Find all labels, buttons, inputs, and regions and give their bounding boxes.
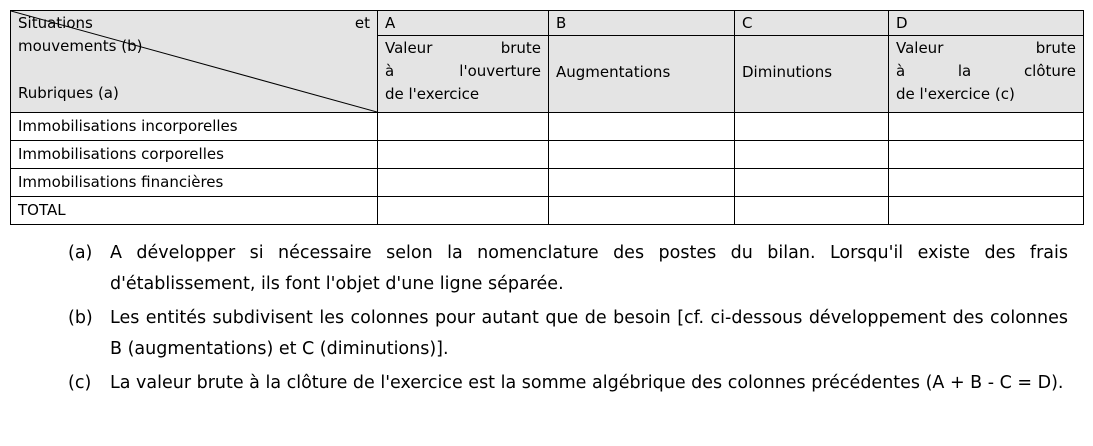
column-letter-d: D [889,11,1084,36]
table-cell [549,141,735,169]
footnote-c-text: La valeur brute à la clôture de l'exercice est la somme algébrique des colonnes précédentes (A + B - C = D). [110,373,1064,393]
column-label-d-line-2-word-1: à [896,62,906,80]
column-label-b [549,36,735,113]
header-letters-row [11,11,1084,36]
column-letter-c: C [735,11,889,36]
corner-situations-label: Situations [18,14,93,32]
column-label-b-text: Augmentations [556,63,671,81]
corner-header-cell [11,11,378,113]
footnotes [68,238,1068,402]
table-cell [549,197,735,225]
column-label-c-text: Diminutions [742,63,833,81]
column-label-d-line-2-word-2: la [957,62,972,80]
table-cell [735,169,889,197]
column-label-d-text [896,37,1076,106]
table-cell [549,113,735,141]
corner-et-label: et [354,14,370,32]
row-label-total: TOTAL [11,197,378,225]
table-cell [378,141,549,169]
footnote-c-label: (c) [68,373,92,393]
column-label-a-line-1-word-1: Valeur [385,39,433,57]
column-letter-b: B [549,11,735,36]
column-label-a-line-2 [385,60,541,83]
corner-mouvements-label: mouvements (b) [18,37,143,55]
column-label-d-line-3: de l'exercice (c) [896,85,1015,103]
table-cell [735,141,889,169]
footnote-a-text: A développer si nécessaire selon la nomenclature des postes du bilan. Lorsqu'il existe des frais d'établissement, ils font l'objet d'une ligne séparée. [110,243,1068,294]
table-cell [549,169,735,197]
column-label-c [735,36,889,113]
column-letter-a: A [378,11,549,36]
table-row [11,113,1084,141]
footnote-b-label: (b) [68,308,93,328]
column-label-d-line-1 [896,37,1076,60]
table-row [11,141,1084,169]
table-row [11,197,1084,225]
column-label-d-line-2-word-3: clôture [1023,62,1076,80]
column-label-a-text [385,37,541,106]
column-label-a-line-2-word-2: l'ouverture [459,62,541,80]
table-row [11,169,1084,197]
immobilisations-table-container [10,10,1083,225]
footnote-a [68,238,1068,300]
column-label-d-line-1-word-2: brute [1035,39,1076,57]
column-label-a-line-2-word-1: à [385,62,395,80]
footnote-c [68,368,1068,399]
footnote-b-text: Les entités subdivisent les colonnes pour autant que de besoin [cf. ci-dessous développement des colonnes B (augmentations) et C (diminutions)]. [110,308,1068,359]
immobilisations-table [10,10,1084,225]
table-cell [378,169,549,197]
table-cell [378,197,549,225]
row-label-incorporelles: Immobilisations incorporelles [11,113,378,141]
column-label-d [889,36,1084,113]
column-label-d-line-2 [896,60,1076,83]
row-label-corporelles: Immobilisations corporelles [11,141,378,169]
column-label-a [378,36,549,113]
column-label-d-line-1-word-1: Valeur [896,39,944,57]
table-cell [889,141,1084,169]
table-cell [889,197,1084,225]
footnote-a-label: (a) [68,243,93,263]
column-label-a-line-1-word-2: brute [500,39,541,57]
column-label-a-line-1 [385,37,541,60]
table-cell [735,197,889,225]
table-cell [378,113,549,141]
column-label-a-line-3: de l'exercice [385,85,480,103]
footnote-b [68,303,1068,365]
row-label-financieres: Immobilisations financières [11,169,378,197]
table-cell [889,113,1084,141]
table-cell [889,169,1084,197]
corner-rubriques-label: Rubriques (a) [18,84,119,102]
table-cell [735,113,889,141]
